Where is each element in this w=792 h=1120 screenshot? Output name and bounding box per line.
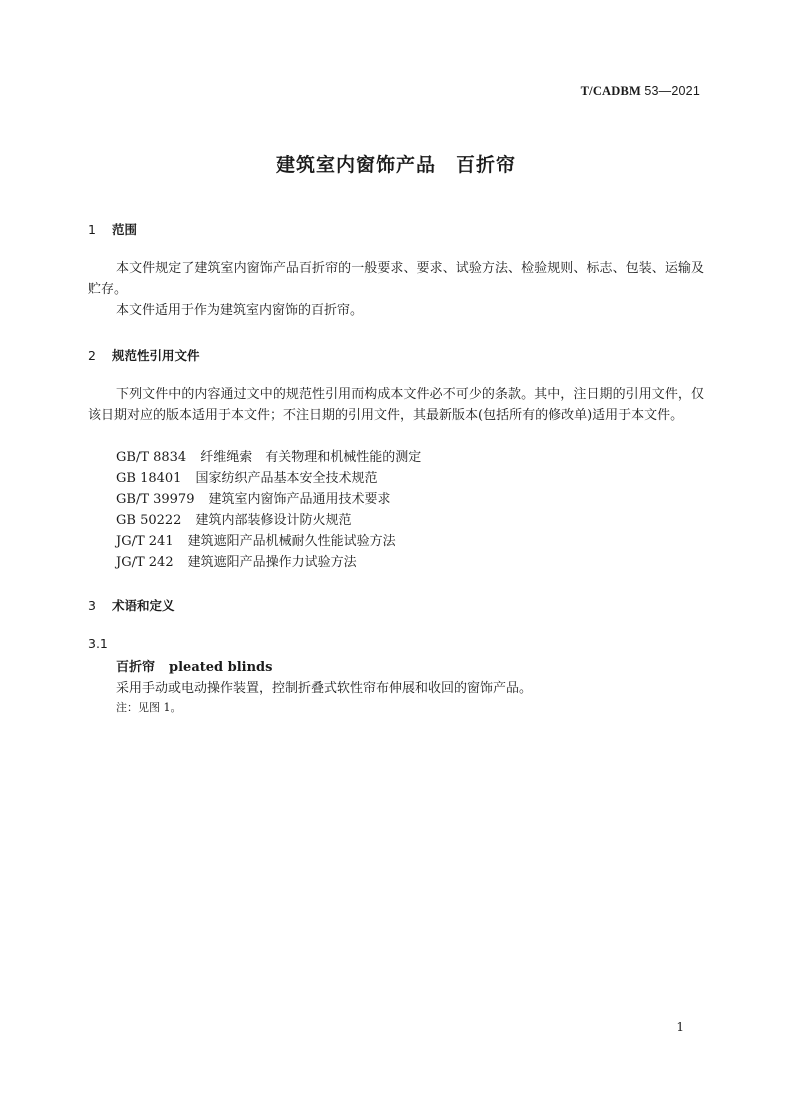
reference-title: 建筑室内窗饰产品通用技术要求 xyxy=(208,492,391,507)
reference-title: 国家纺织产品基本安全技术规范 xyxy=(195,471,378,486)
reference-code: GB 18401 xyxy=(116,471,182,486)
reference-code: GB/T 39979 xyxy=(116,492,195,507)
section-heading-scope xyxy=(88,220,137,238)
document-code-prefix: T/CADBM xyxy=(580,84,642,98)
section-title: 规范性引用文件 xyxy=(112,348,200,363)
reference-item xyxy=(116,489,391,510)
reference-code: JG/T 241 xyxy=(116,534,174,549)
reference-title: 建筑遮阳产品机械耐久性能试验方法 xyxy=(187,534,396,549)
reference-code: GB/T 8834 xyxy=(116,450,187,465)
reference-title: 建筑内部装修设计防火规范 xyxy=(195,513,352,528)
term-entry xyxy=(116,656,272,675)
section-title: 范围 xyxy=(112,222,138,237)
document-title: 建筑室内窗饰产品 百折帘 xyxy=(275,154,516,176)
page-number: 1 xyxy=(676,1020,684,1034)
reference-item xyxy=(116,552,357,573)
paragraph: 本文件规定了建筑室内窗饰产品百折帘的一般要求、要求、试验方法、检验规则、标志、包装、运输及贮存。 xyxy=(88,261,704,297)
section-number: 2 xyxy=(88,348,96,363)
reference-item xyxy=(116,531,396,552)
term-definition: 采用手动或电动操作装置，控制折叠式软性帘布伸展和收回的窗饰产品。 xyxy=(116,681,533,696)
term-english: pleated blinds xyxy=(169,660,273,675)
reference-item xyxy=(116,447,421,468)
reference-code: JG/T 242 xyxy=(116,555,174,570)
document-code xyxy=(581,84,700,99)
clause-number: 3.1 xyxy=(88,636,108,651)
section-number: 3 xyxy=(88,598,96,613)
reference-item xyxy=(116,510,351,531)
reference-title: 纤维绳索 有关物理和机械性能的测定 xyxy=(200,450,422,465)
section-number: 1 xyxy=(88,222,96,237)
document-code-number: 53—2021 xyxy=(644,84,700,98)
term-chinese: 百折帘 xyxy=(116,660,156,675)
section-title: 术语和定义 xyxy=(112,598,175,613)
section-heading-normative-references xyxy=(88,346,200,364)
term-note: 注：见图 1。 xyxy=(116,701,182,714)
reference-item xyxy=(116,468,377,489)
reference-title: 建筑遮阳产品操作力试验方法 xyxy=(187,555,357,570)
paragraph: 本文件适用于作为建筑室内窗饰的百折帘。 xyxy=(116,303,364,318)
paragraph: 下列文件中的内容通过文中的规范性引用而构成本文件必不可少的条款。其中，注日期的引用文件，仅该日期对应的版本适用于本文件；不注日期的引用文件，其最新版本(包括所有的修改单)适用于本文件。 xyxy=(88,387,704,423)
section-heading-terms-definitions xyxy=(88,596,175,614)
reference-code: GB 50222 xyxy=(116,513,182,528)
